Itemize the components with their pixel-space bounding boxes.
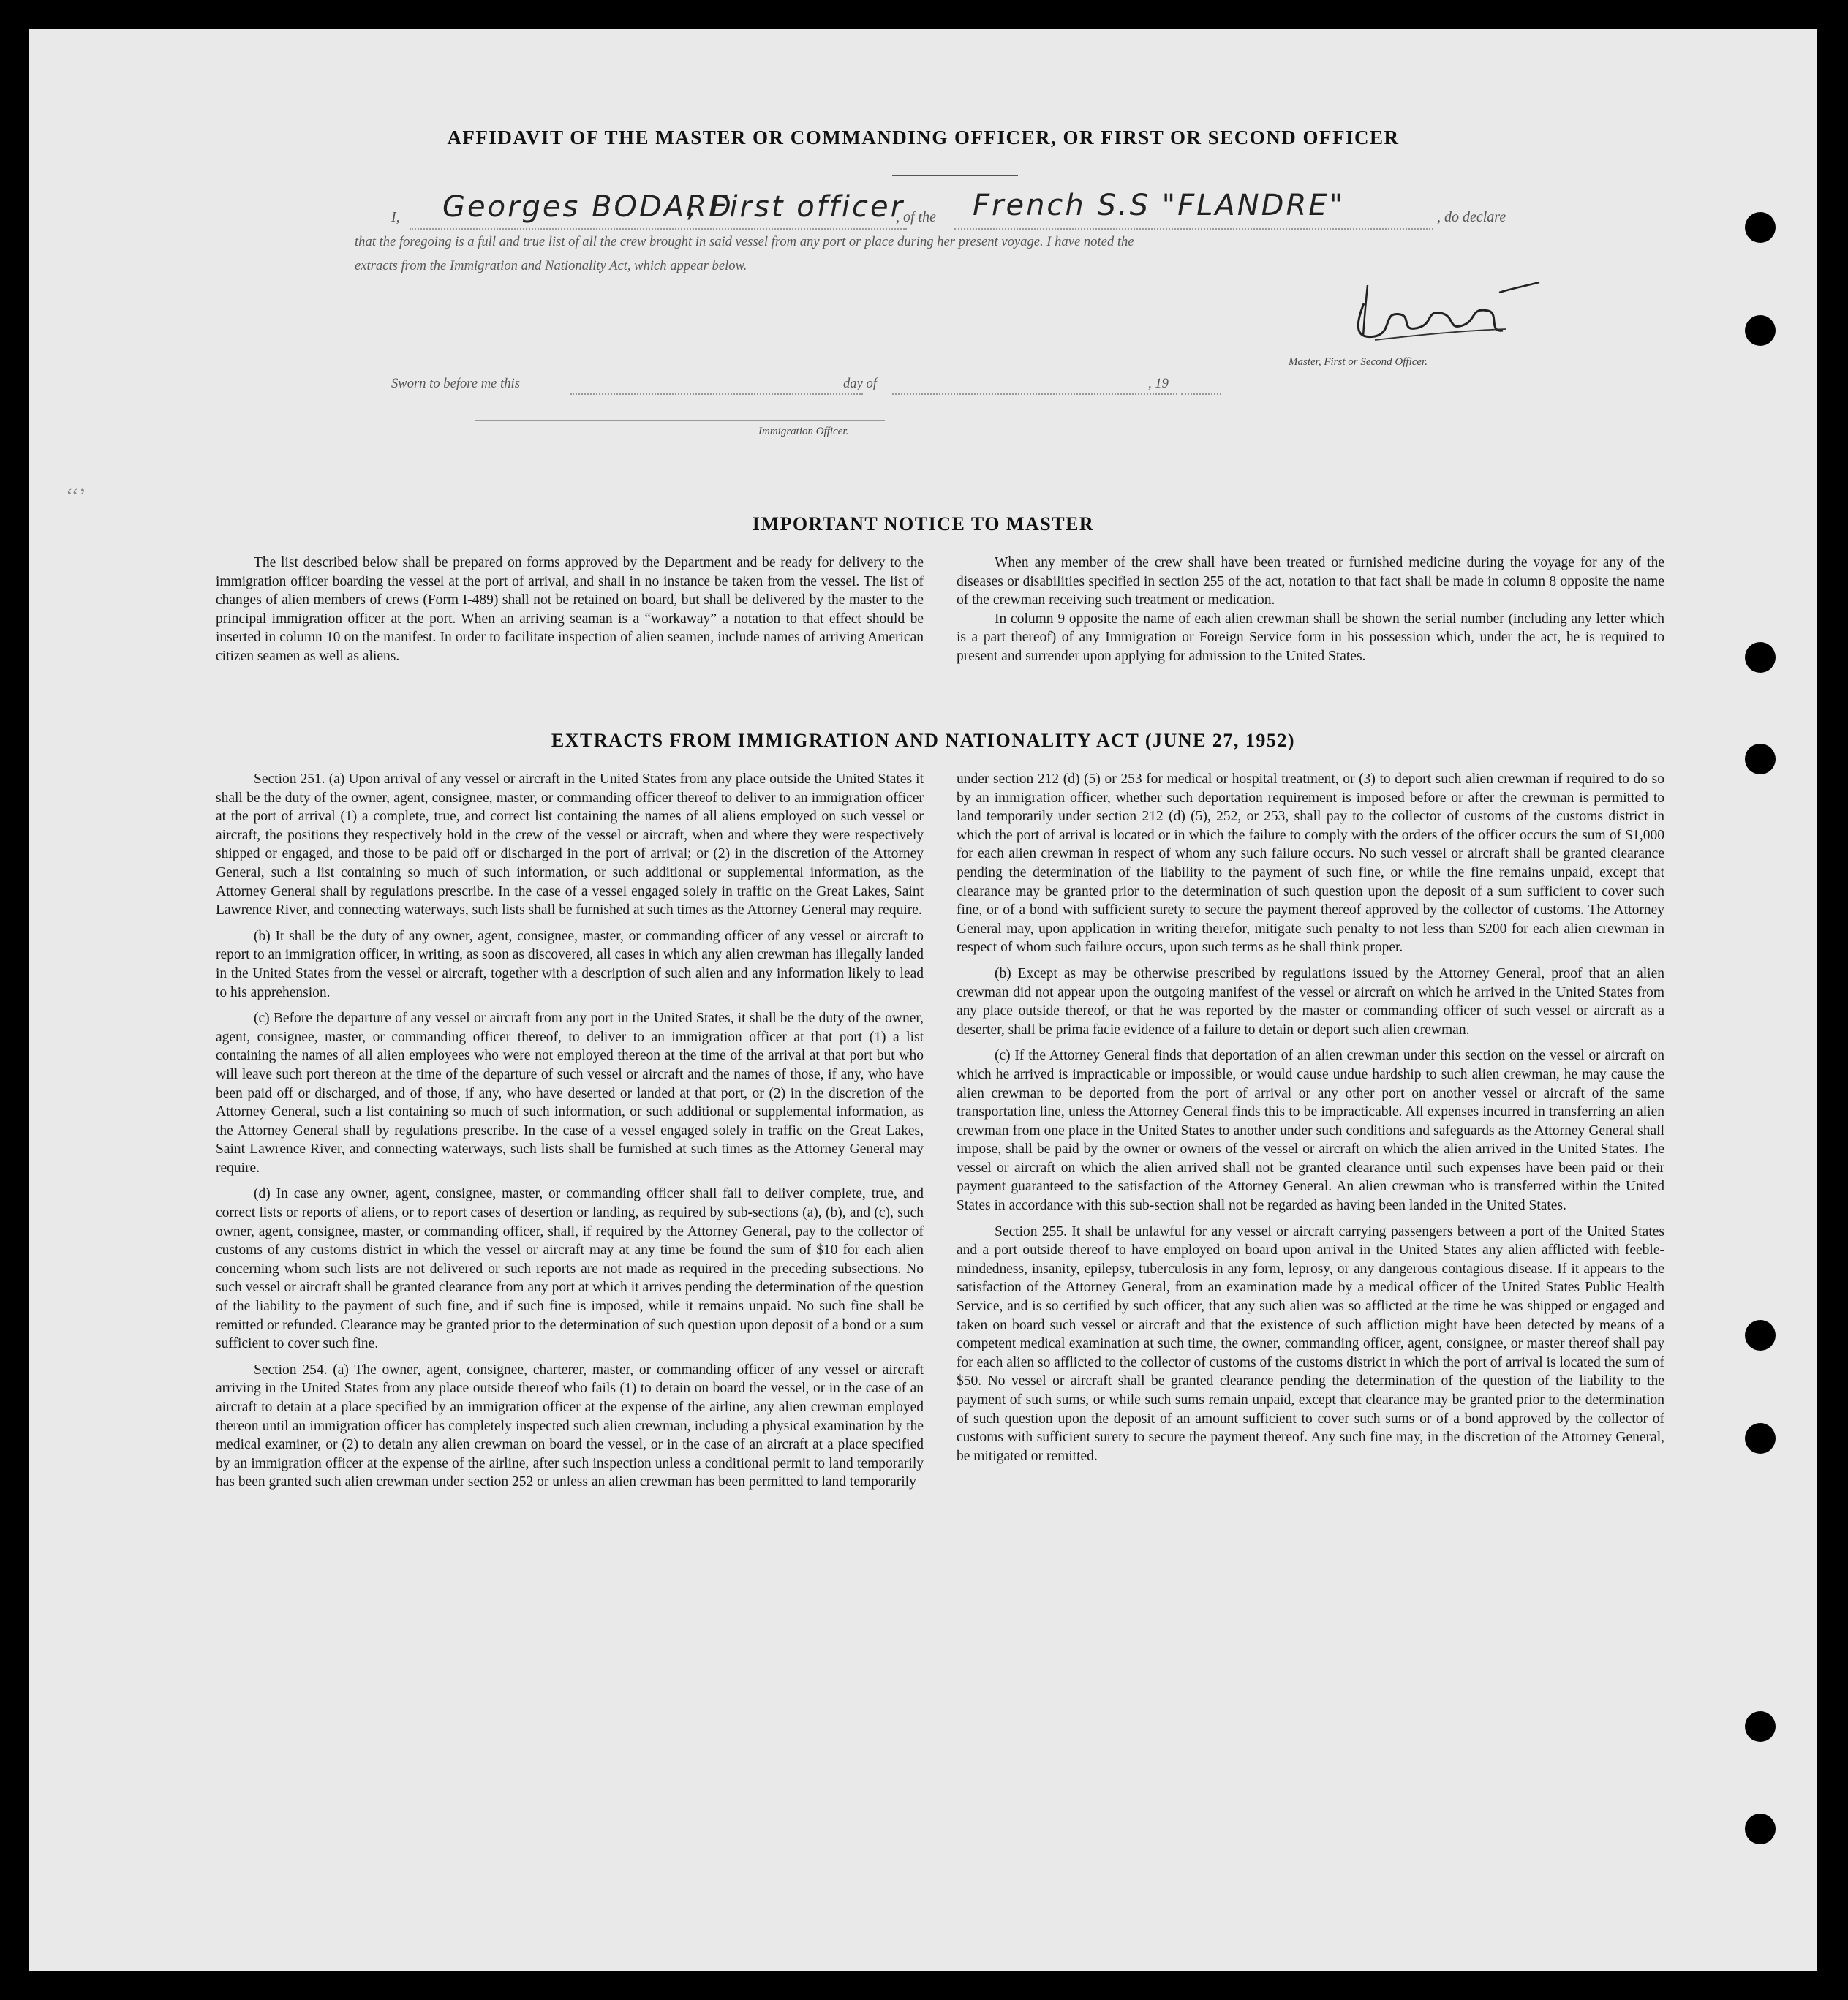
section-254-c: (c) If the Attorney General finds that deportation of an alien crewman under this section on the vessel or aircraft on which he arrived is impracticable or impossible, or would cause undue hardship to such alien crewman, he may cause the alien crewman to be deported from the port of arrival or any other port on another vessel or aircraft of the same transportation line, unless the Attorney General finds this to be impracticable. All expenses incurred in transferring an alien crewman from one place in the United States to another under such conditions and safeguards as the Attorney General shall impose, shall be paid by the owner or owners of the vessel or aircraft on which the alien arrived in the United States. The vessel or aircraft on which the alien arrived shall not be granted clearance until such expenses have been paid or their payment guaranteed to the satisfaction of the Attorney General. An alien crewman who is transferred within the United States in accordance with this sub-section shall not be regarded as having been landed in the United States. (957, 1048, 1664, 1214)
handwritten-vessel: French S.S "FLANDRE" (973, 189, 1345, 222)
name-line (410, 228, 907, 230)
master-signature (1331, 271, 1543, 351)
declaration-line-2: that the foregoing is a full and true list of all the crew brought in said vessel from any port or place during her present voyage. I have noted the (355, 234, 1134, 249)
vessel-line (954, 228, 1433, 230)
extracts-left-column (216, 770, 924, 1499)
punch-hole-5 (1745, 1320, 1776, 1351)
sworn-label: Sworn to before me this (391, 376, 520, 391)
immigration-officer-label: Immigration Officer. (758, 426, 849, 437)
section-251-d: (d) In case any owner, agent, consignee, master, or commanding officer shall fail to deliver complete, true, and correct lists or reports of aliens, or to report cases of desertion or landing, as required by sub-sections (a), (b), and (c), such owner, agent, consignee, master, or commanding officer, shall, if required by the Attorney General, pay to the collector of customs of any customs district in which the vessel or aircraft may at any time be found the sum of $10 for each alien concerning whom such lists are not delivered or such reports are not made as required in the preceding subsections. No such vessel or aircraft shall be granted clearance from any port at which it arrives pending the determination of the question of the liability to the payment of such fine, and if such fine is imposed, while it remains unpaid. No such fine shall be remitted or refunded. Clearance may be granted prior to the determination of such question upon deposit of a bond or a sum sufficient to cover such fine. (216, 1186, 924, 1352)
i-label: I, (391, 209, 400, 225)
section-251-a: Section 251. (a) Upon arrival of any vessel or aircraft in the United States from any place outside the United States it shall be the duty of the owner, agent, consignee, master, or commanding officer thereof to deliver to an immigration officer at the port of arrival (1) a complete, true, and correct list containing the names of all aliens employed on such vessel or aircraft, the positions they respectively hold in the crew of the vessel or aircraft, when and where they were respectively shipped or engaged, and those to be paid off or discharged in the port of arrival; or (2) in the discretion of the Attorney General, such a list containing so much of such information, or such additional or supplemental information, as the Attorney General shall by regulations prescribe. In the case of a vessel engaged solely in traffic on the Great Lakes, Saint Lawrence River, and connecting waterways, such lists shall be furnished at such times as the Attorney General may require. (216, 771, 924, 918)
signature-role: Master, First or Second Officer. (1289, 356, 1428, 368)
section-254-a: Section 254. (a) The owner, agent, consignee, charterer, master, or commanding officer of any vessel or aircraft arriving in the United States from any place outside thereof who fails (1) to detain on board the vessel, or in the case of an aircraft to detain at a place specified by an immigration officer at the expense of the airline, any alien crewman employed thereon until an immigration officer has completely inspected such alien crewman, including a physical examination by the medical examiner, or (2) to detain any alien crewman on board the vessel, or in the case of an aircraft at a place specified by an immigration officer at the expense of the airline, after such inspection unless a conditional permit to land temporarily has been granted such alien crewman under section 252 or unless an alien crewman has been permitted to land temporarily (216, 1362, 924, 1490)
of-the-label: , of the (896, 209, 936, 225)
document-page (29, 29, 1817, 1971)
notice-left-paragraph: The list described below shall be prepared on forms approved by the Department and be ready for delivery to the immigration officer boarding the vessel at the port of arrival, and shall in no instance be taken from the vessel. The list of changes of alien members of crews (Form I-489) shall not be retained on board, but shall be delivered by the master to the principal immigration officer at the port. When an arriving seaman is a “workaway” a notation to that effect should be inserted in column 10 on the manifest. In order to facilitate inspection of alien seamen, include names of arriving American citizen seamen as well as aliens. (216, 555, 924, 664)
notice-right-paragraph-1: When any member of the crew shall have been treated or furnished medicine during the voyage for any of the diseases or disabilities specified in section 255 of the act, notation to that fact shall be made in column 8 opposite the name of the crewman receiving such treatment or medication. (957, 555, 1664, 608)
notice-right-paragraph-2: In column 9 opposite the name of each alien crewman shall be shown the serial number (including any letter which is a part thereof) of any Immigration or Foreign Service form in his possession which, under the act, he is required to present and surrender upon applying for admission to the United States. (957, 611, 1664, 664)
punch-hole-8 (1745, 1814, 1776, 1844)
notice-left-column (216, 554, 924, 666)
do-declare-label: , do declare (1437, 209, 1506, 225)
section-251-c: (c) Before the departure of any vessel or aircraft from any port in the United States, it shall be the duty of the owner, agent, consignee, master, or commanding officer thereof, to deliver to an immigration officer at that port (1) a list containing the names of all alien employees who were not employed thereon at the time of the arrival at that port but who will leave such port thereon at the time of the departure of such vessel or aircraft and the names of those, if any, who have been paid off or discharged, and of those, if any, who have deserted or landed at that port, or (2) in the discretion of the Attorney General, such a list containing so much of such information, or such additional or supplemental information, as the Attorney General shall by regulations prescribe. In the case of a vessel engaged solely in traffic on the Great Lakes, Saint Lawrence River, and connecting waterways, such lists shall be furnished at such times as the Attorney General may require. (216, 1011, 924, 1176)
extracts-right-column (957, 770, 1664, 1473)
extracts-heading: EXTRACTS FROM IMMIGRATION AND NATIONALITY ACT (JUNE 27, 1952) (551, 730, 1296, 751)
section-255: Section 255. It shall be unlawful for any vessel or aircraft carrying passengers between a port of the United States and a port outside thereof to have employed on board upon arrival in the United States any alien afflicted with feeble-mindedness, insanity, epilepsy, tuberculosis in any form, leprosy, or any dangerous contagious disease. If it appears to the satisfaction of the Attorney General, from an examination made by a medical officer of the United States Public Health Service, and is so certified by such officer, that any such alien was so afflicted at the time he was shipped or engaged and taken on board such vessel or aircraft and that the existence of such affliction might have been detected by means of a competent medical examination at such time, the owner, commanding officer, agent, consignee, or master thereof shall pay for each alien so afflicted to the collector of customs of the customs district in which the port of arrival is located the sum of $50. No vessel or aircraft shall be granted clearance pending the determination of the question of the liability to the payment of such sums, or while such sums remain unpaid, except that clearance may be granted prior to the determination of such question upon the deposit of an amount sufficient to cover such sums or of a bond approved by the collector of customs with sufficient surety to secure the payment thereof. Any such fine may, in the discretion of the Attorney General, be mitigated or remitted. (957, 1223, 1664, 1464)
section-251-b: (b) It shall be the duty of any owner, agent, consignee, master, or commanding officer of any vessel or aircraft to report to an immigration officer, in writing, as soon as discovered, all cases in which any alien crewman has illegally landed in the United States from the vessel or aircraft, together with a description of such alien and any information likely to lead to his apprehension. (216, 928, 924, 1000)
month-line (892, 393, 1177, 395)
punch-hole-3 (1745, 642, 1776, 673)
officer-rule (475, 420, 885, 421)
sworn-line (570, 393, 863, 395)
notice-right-column (957, 554, 1664, 666)
section-254-a-continued: under section 212 (d) (5) or 253 for medical or hospital treatment, or (3) to deport such alien crewman if required to do so by an immigration officer, whether such deportation requirement is imposed before or after the crewman is permitted to land temporarily under section 212 (d) (5), 252, or 253, shall pay to the collector of customs of the customs district in which the port of arrival is located or in which the failure to comply with the orders of the officer occurs the sum of $1,000 for each alien crewman in respect of whom any such failure occurs. No such vessel or aircraft shall be granted clearance pending the determination of the liability to the payment of such fine, or while the fine remains unpaid, except that clearance may be granted prior to the determination of such question upon the deposit of a sum sufficient to cover such fine, or of a bond with sufficient surety to secure the payment thereof approved by the collector of customs. The Attorney General may, upon application in writing therefor, mitigate such penalty to not less than $200 for each alien crewman in respect of whom such failure occurs, upon such terms as he shall think proper. (957, 771, 1664, 956)
year-line (1181, 393, 1221, 395)
day-of-label: day of (843, 376, 877, 391)
punch-hole-1 (1745, 212, 1776, 243)
punch-hole-2 (1745, 315, 1776, 346)
section-254-b: (b) Except as may be otherwise prescribed by regulations issued by the Attorney General, proof that an alien crewman did not appear upon the outgoing manifest of the vessel or aircraft on which he arrived in the United States from any place outside thereof, or that he was reported by the master or commanding officer of such vessel or aircraft as a deserter, shall be prima facie evidence of a failure to detain or deport such alien crewman. (957, 965, 1664, 1038)
punch-hole-6 (1745, 1423, 1776, 1454)
declaration-line-3: extracts from the Immigration and Nationality Act, which appear below. (355, 258, 747, 273)
handwritten-position: , First officer (687, 190, 905, 224)
title-rule (892, 175, 1018, 176)
year-label: , 19 (1148, 376, 1169, 391)
margin-pencil-mark: ‘‘’ (66, 484, 86, 508)
notice-heading: IMPORTANT NOTICE TO MASTER (752, 513, 1095, 535)
affidavit-title: AFFIDAVIT OF THE MASTER OR COMMANDING OFFICER, OR FIRST OR SECOND OFFICER (447, 127, 1400, 148)
punch-hole-7 (1745, 1711, 1776, 1742)
handwritten-name: Georges BODARD (442, 190, 733, 224)
